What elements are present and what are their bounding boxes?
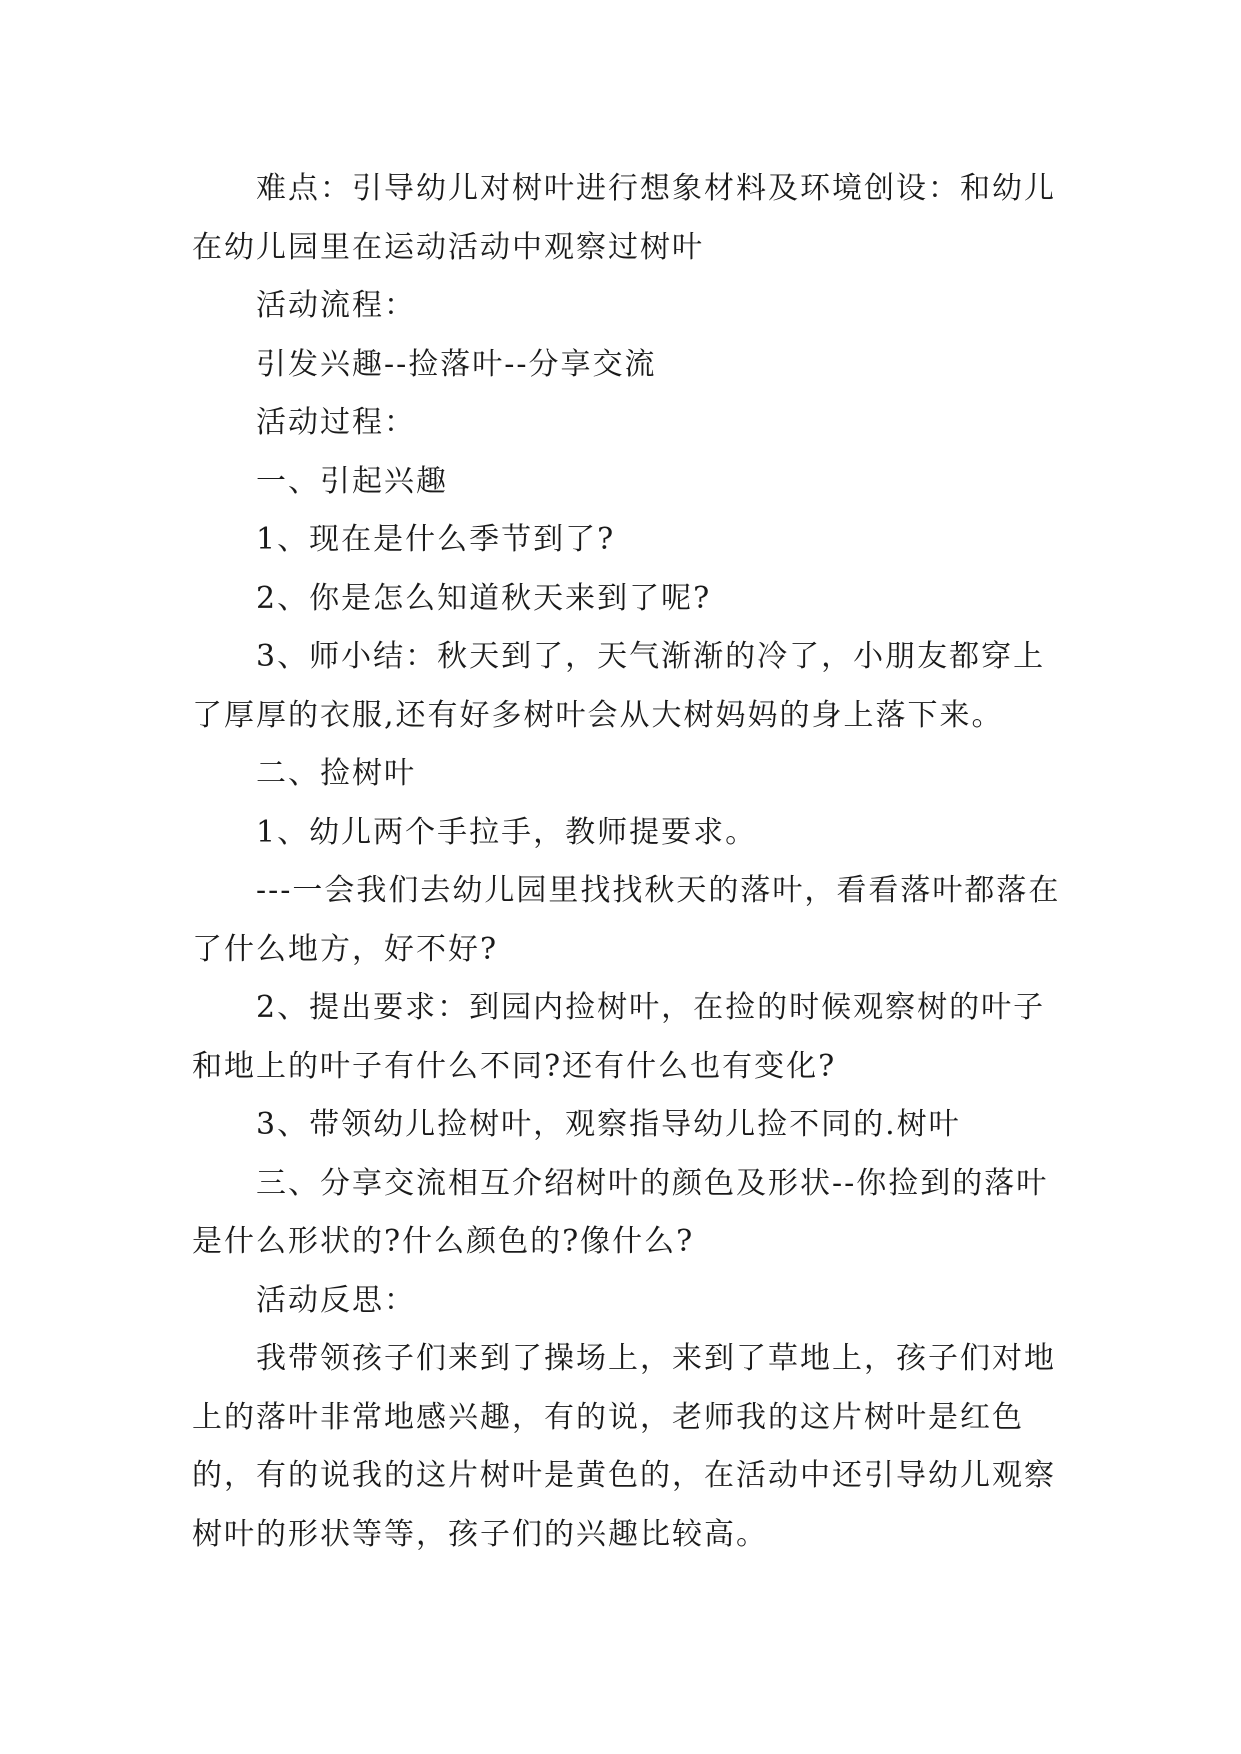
paragraph-reflection-heading: 活动反思： — [256, 1282, 416, 1318]
section-heading-2: 二、捡树叶 — [256, 756, 416, 791]
paragraph-item: 3、师小结：秋天到了，天气渐渐的冷了，小朋友都穿上了厚厚的衣服,还有好多树叶会从大树妈妈的身上落下来。 — [192, 639, 1046, 733]
section-heading-1: 一、引起兴趣 — [256, 463, 448, 499]
paragraph-flow-heading: 活动流程： — [256, 288, 416, 323]
paragraph-process-heading: 活动过程： — [256, 405, 416, 440]
section-heading-3: 三、分享交流相互介绍树叶的颜色及形状--你捡到的落叶是什么形状的?什么颜色的?像什么? — [192, 1165, 1049, 1259]
paragraph-item: ---一会我们去幼儿园里找找秋天的落叶，看看落叶都落在了什么地方，好不好? — [192, 873, 1061, 967]
paragraph-difficulty: 难点：引导幼儿对树叶进行想象材料及环境创设：和幼儿在幼儿园里在运动活动中观察过树叶 — [192, 171, 1056, 265]
document-body — [192, 160, 1062, 1564]
paragraph-item: 2、提出要求：到园内捡树叶，在捡的时候观察树的叶子和地上的叶子有什么不同?还有什么也有变化? — [192, 990, 1046, 1084]
paragraph-item: 1、幼儿两个手拉手，教师提要求。 — [256, 814, 758, 850]
paragraph-flow: 引发兴趣--捡落叶--分享交流 — [256, 346, 657, 382]
paragraph-reflection: 我带领孩子们来到了操场上，来到了草地上，孩子们对地上的落叶非常地感兴趣，有的说，老师我的这片树叶是红色的，有的说我的这片树叶是黄色的，在活动中还引导幼儿观察树叶的形状等等，孩子们的兴趣比较高。 — [192, 1341, 1056, 1552]
paragraph-item: 2、你是怎么知道秋天来到了呢? — [256, 580, 712, 616]
paragraph-item: 3、带领幼儿捡树叶，观察指导幼儿捡不同的.树叶 — [256, 1107, 961, 1142]
paragraph-item: 1、现在是什么季节到了? — [256, 522, 616, 557]
